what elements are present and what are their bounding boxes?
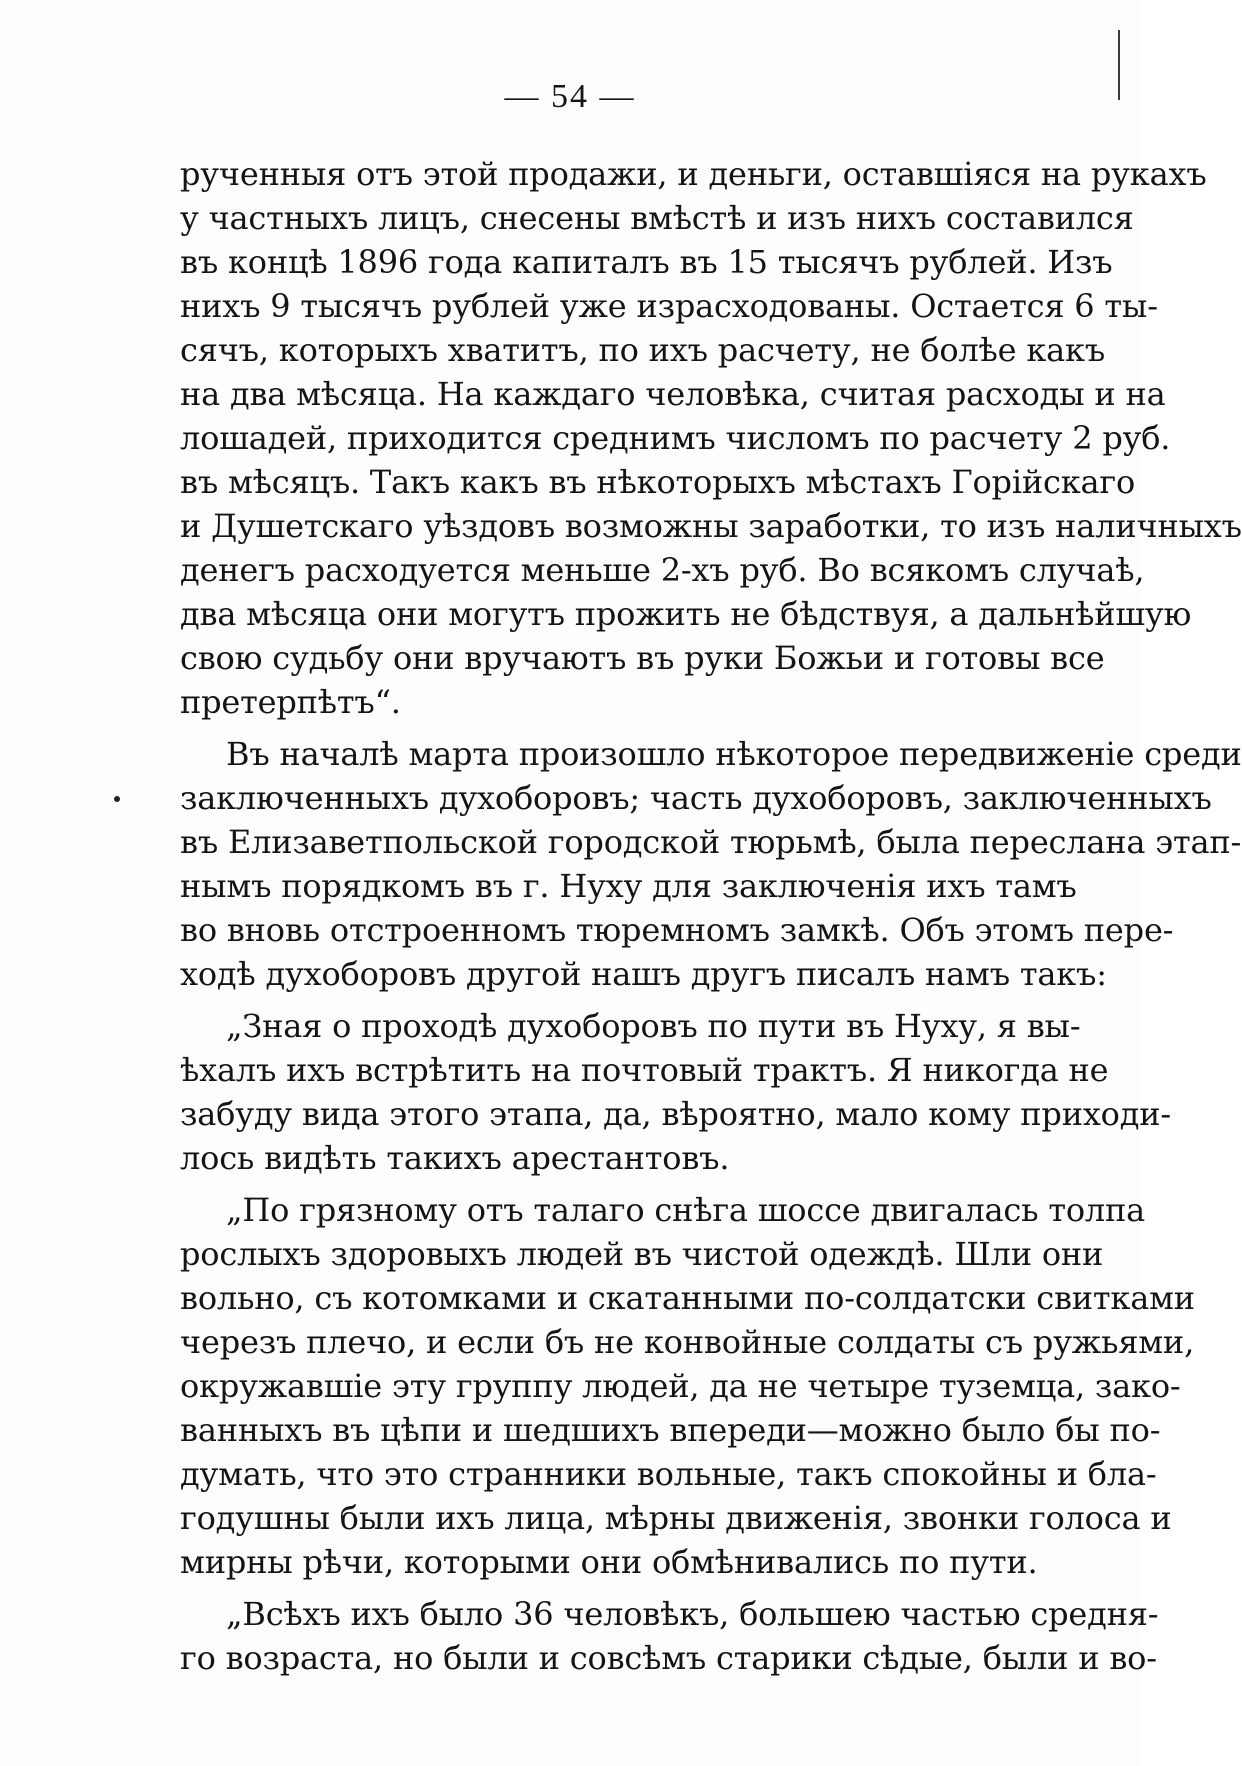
- text-line: окружавшіе эту группу людей, да не четыре туземца, зако-: [180, 1367, 1181, 1405]
- paragraph: [180, 152, 1242, 724]
- text-line: въ Елизаветпольской городской тюрьмѣ, была переслана этап-: [180, 823, 1242, 861]
- text-line: ходѣ духоборовъ другой нашъ другъ писалъ намъ такъ:: [180, 955, 1107, 993]
- text-line: Въ началѣ марта произошло нѣкоторое передвиженіе среди: [226, 735, 1242, 773]
- page-edge-line: [1118, 30, 1120, 100]
- body-text: [180, 152, 1242, 1680]
- text-line: го возраста, но были и совсѣмъ старики сѣдые, были и во-: [180, 1639, 1157, 1677]
- page-number: — 54 —: [504, 78, 636, 115]
- text-line: свою судьбу они вручаютъ въ руки Божьи и готовы все: [180, 639, 1105, 677]
- text-line: „Всѣхъ ихъ было 36 человѣкъ, большею частью средня-: [226, 1595, 1159, 1633]
- text-line: „Зная о проходѣ духоборовъ по пути въ Нуху, я вы-: [226, 1007, 1081, 1045]
- text-line: сячъ, которыхъ хватитъ, по ихъ расчету, не болѣе какъ: [180, 331, 1105, 369]
- text-line: годушны были ихъ лица, мѣрны движенія, звонки голоса и: [180, 1499, 1172, 1537]
- text-line: два мѣсяца они могутъ прожить не бѣдствуя, а дальнѣйшую: [180, 595, 1192, 633]
- text-line: во вновь отстроенномъ тюремномъ замкѣ. Объ этомъ пере-: [180, 911, 1174, 949]
- text-line: ѣхалъ ихъ встрѣтить на почтовый трактъ. Я никогда не: [180, 1051, 1109, 1089]
- text-line: въ концѣ 1896 года капиталъ въ 15 тысячъ рублей. Изъ: [180, 243, 1113, 281]
- text-line: забуду вида этого этапа, да, вѣроятно, мало кому приходи-: [180, 1095, 1171, 1133]
- text-line: нымъ порядкомъ въ г. Нуху для заключенія ихъ тамъ: [180, 867, 1077, 905]
- text-line: лось видѣть такихъ арестантовъ.: [180, 1139, 730, 1177]
- text-line: думать, что это странники вольные, такъ спокойны и бла-: [180, 1455, 1157, 1493]
- text-line: денегъ расходуется меньше 2-хъ руб. Во всякомъ случаѣ,: [180, 551, 1145, 589]
- paragraph: [180, 1188, 1195, 1584]
- text-line: черезъ плечо, и если бъ не конвойные солдаты съ ружьями,: [180, 1323, 1195, 1361]
- text-line: мирны рѣчи, которыми они обмѣнивались по пути.: [180, 1543, 1038, 1581]
- paragraph: [180, 732, 1242, 996]
- text-line: и Душетскаго уѣздовъ возможны заработки, то изъ наличныхъ: [180, 507, 1242, 545]
- text-line: „По грязному отъ талаго снѣга шоссе двигалась толпа: [226, 1191, 1146, 1229]
- paragraph: [180, 1004, 1171, 1180]
- text-line: ванныхъ въ цѣпи и шедшихъ впереди—можно было бы по-: [180, 1411, 1161, 1449]
- text-line: нихъ 9 тысячъ рублей уже израсходованы. Остается 6 ты-: [180, 287, 1158, 325]
- margin-dot: [114, 796, 120, 802]
- text-line: рослыхъ здоровыхъ людей въ чистой одеждѣ. Шли они: [180, 1235, 1104, 1273]
- text-line: заключенныхъ духоборовъ; часть духоборовъ, заключенныхъ: [180, 779, 1212, 817]
- text-line: въ мѣсяцъ. Такъ какъ въ нѣкоторыхъ мѣстахъ Горійскаго: [180, 463, 1136, 501]
- text-line: претерпѣтъ“.: [180, 683, 401, 721]
- text-line: на два мѣсяца. На каждаго человѣка, считая расходы и на: [180, 375, 1166, 413]
- text-line: лошадей, приходится среднимъ числомъ по расчету 2 руб.: [180, 419, 1171, 457]
- text-line: рученныя отъ этой продажи, и деньги, оставшіяся на рукахъ: [180, 155, 1207, 193]
- text-line: у частныхъ лицъ, снесены вмѣстѣ и изъ нихъ составился: [180, 199, 1134, 237]
- paragraph: [180, 1592, 1159, 1680]
- text-line: вольно, съ котомками и скатанными по-солдатски свитками: [180, 1279, 1195, 1317]
